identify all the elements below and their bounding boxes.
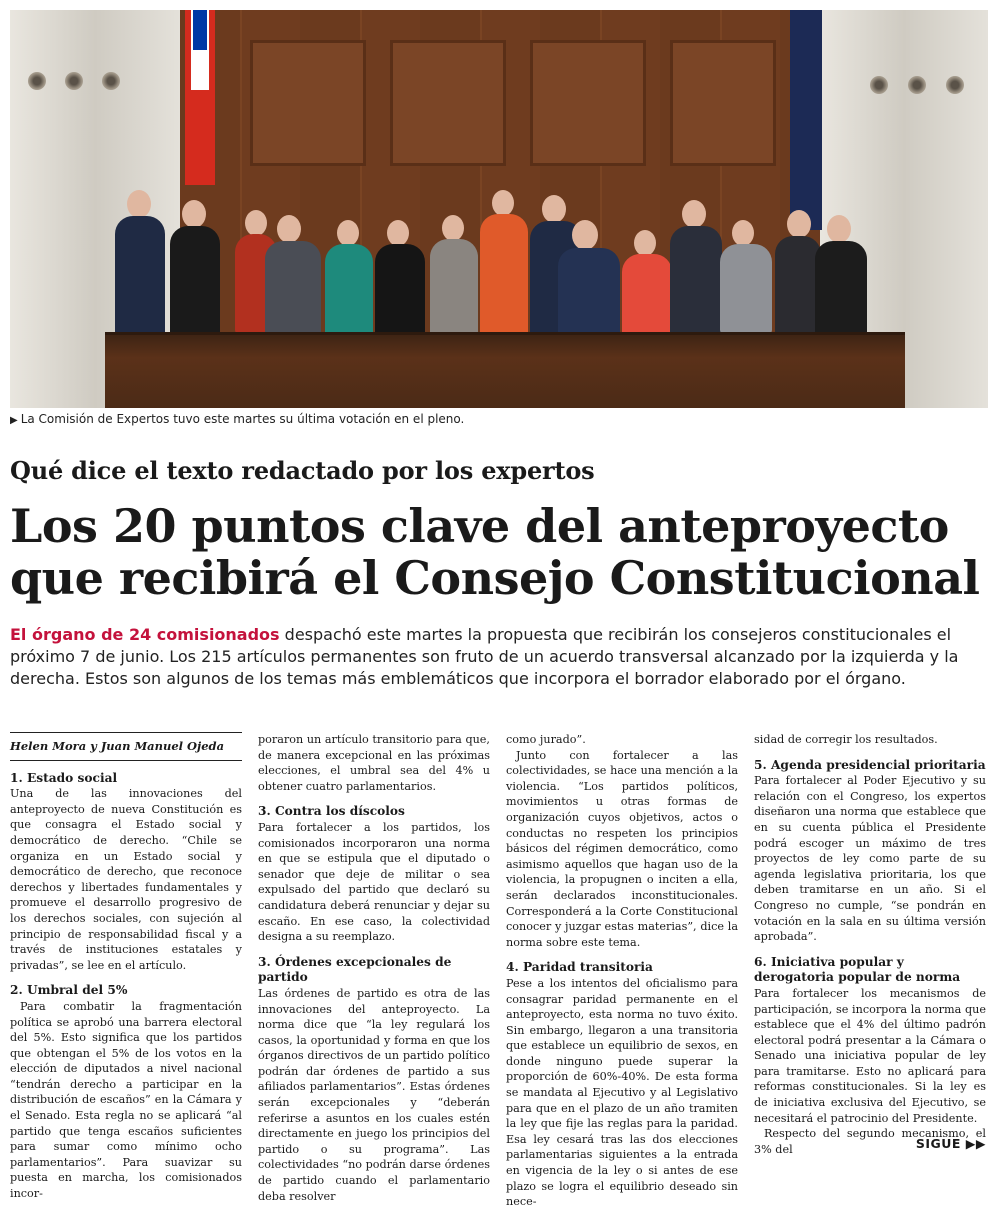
- kicker: Qué dice el texto redactado por los expertos: [10, 456, 595, 485]
- section-heading: 3. Órdenes excepcionales de partido: [258, 954, 452, 985]
- headline: [10, 500, 990, 604]
- column-3: [506, 732, 738, 1210]
- lede: [10, 624, 990, 690]
- paragraph: Para fortalecer a los partidos, los comisionados incorporaron una norma en que se estipula que el diputado o senador que deje de militar o sea expulsado del partido que declaró su candidatura deberá renunciar y dejar su escaño. En ese caso, la colectividad designa a su reemplazo.: [258, 820, 490, 944]
- column-3-body: [506, 732, 738, 1210]
- paragraph: Pese a los intentos del oficialismo para consagrar paridad permanente en el anteproyecto, esta norma no tuvo éxito. Sin embargo, llegaron a una transitoria que establece un equilibrio de sexos, en donde ninguno puede superar la proporción de 60%-40%. De esta forma se mandata al Ejecutivo y al Legislativo para que en el plazo de un año tramiten la ley que fije las reglas para la paridad. Esa ley cesará tras las dos elecciones parlamentarias siguientes a la entrada en vigencia de la ley o si antes de ese plazo se logra el equilibrio deseado sin nece-: [506, 976, 738, 1209]
- paragraph: como jurado”.: [506, 733, 586, 746]
- news-photo: [10, 10, 988, 408]
- chile-flag: [185, 10, 215, 185]
- paragraph: Una de las innovaciones del anteproyecto de nueva Constitución es que consagra el Estado social y democrático de derecho. “Chile se organiza en un Estado social y democrático de derecho, que reconoce derechos y libertades fundamentales y promueve el desarrollo progresivo de los derechos sociales, con sujeción al principio de responsabilidad fiscal y a través de instituciones estatales y privadas”, se lee en el artículo.: [10, 787, 242, 972]
- section-heading: 4. Paridad transitoria: [506, 960, 653, 975]
- column-1: [10, 732, 242, 1202]
- section-heading: 2. Umbral del 5%: [10, 983, 128, 998]
- senate-flag: [790, 10, 822, 230]
- continue-label: SIGUE ▶▶: [915, 1136, 986, 1151]
- caption-text: La Comisión de Expertos tuvo este martes su última votación en el pleno.: [20, 412, 465, 426]
- paragraph: Para fortalecer los mecanismos de participación, se incorpora la norma que establece que el 4% del último padrón electoral podrá presentar a la Cámara o Senado una iniciativa popular de ley para tramitarse. Esto no aplicará para reformas constitucionales. Si la ley es de iniciativa exclusiva del Ejecutivo, se necesitará el patrocinio del Presidente.: [754, 986, 986, 1125]
- lede-text: despachó este martes la propuesta que recibirán los consejeros constitucionales el próximo 7 de junio. Los 215 artículos permanentes son fruto de un acuerdo transversal alcanzado por la izquierda y la derecha. Estos son algunos de los temas más emblemáticos que incorpora el borrador elaborado por el órgano.: [10, 625, 959, 688]
- paragraph: Junto con fortalecer a las colectividades, se hace una mención a la violencia. “Los partidos políticos, movimientos u otras formas de organización cuyos objetivos, actos o conductas no respeten los principios básicos del régimen democrático, como asimismo aquellos que hagan uso de la violencia, la propugnen o inciten a ella, serán declarados inconstitucionales. Corresponderá a la Corte Constitucional conocer y juzgar estas materias”, dice la norma sobre este tema.: [506, 748, 738, 949]
- paragraph: Respecto del segundo mecanismo, el 3% del: [754, 1127, 986, 1156]
- paragraph: poraron un artículo transitorio para que, de manera excepcional en las próximas elecciones, el umbral sea del 4% u obtener cuatro parlamentarios.: [258, 733, 490, 793]
- column-1-body: [10, 771, 242, 1202]
- paragraph: Para fortalecer al Poder Ejecutivo y su relación con el Congreso, los expertos diseñaron una norma que establece que en su cuenta pública el Presidente podrá escoger un máximo de tres proyectos de ley como parte de su agenda legislativa prioritaria, los que deben tramitarse en un año. Si el Congreso no cumple, “se pondrán en votación en la sala en su última versión aprobada”.: [754, 774, 986, 944]
- photo-caption: [10, 412, 464, 426]
- section-heading: 6. Iniciativa popular y derogatoria popular de norma: [754, 954, 961, 985]
- paragraph: sidad de corregir los resultados.: [754, 733, 938, 746]
- headline-line-2: que recibirá el Consejo Constitucional: [10, 551, 980, 605]
- section-heading: 5. Agenda presidencial prioritaria: [754, 757, 986, 772]
- paragraph: Para combatir la fragmentación política se aprobó una barrera electoral del 5%. Esto significa que los partidos que obtengan el 5% de los votos en la elección de diputados a nivel nacional “tendrán derecho a participar en la distribución de escaños” en la Cámara y el Senado. Esta regla no se aplicará “al partido que tenga escaños suficientes para sumar como mínimo ocho parlamentarios”. Para suavizar su puesta en marcha, los comisionados incor-: [10, 999, 242, 1201]
- column-2: [258, 732, 490, 1204]
- section-heading: 3. Contra los díscolos: [258, 804, 405, 819]
- byline: Helen Mora y Juan Manuel Ojeda: [10, 732, 242, 761]
- column-2-body: [258, 732, 490, 1204]
- plenary-desk: [105, 332, 905, 408]
- column-4: [754, 732, 986, 1157]
- lede-highlight: El órgano de 24 comisionados: [10, 625, 280, 644]
- caption-marker-icon: ▶: [10, 415, 18, 426]
- headline-line-1: Los 20 puntos clave del anteproyecto: [10, 499, 949, 553]
- section-heading: 1. Estado social: [10, 770, 118, 785]
- paragraph: Las órdenes de partido es otra de las innovaciones del anteproyecto. La norma dice que “la ley regulará los casos, la oportunidad y forma en que los órganos directivos de un partido político podrán dar órdenes de partido a sus afiliados parlamentarios”. Estas órdenes serán excepcionales y “deberán referirse a asuntos en los cuales estén directamente en juego los principios del partido o su programa”. Las colectividades “no podrán darse órdenes de partido cuando el parlamentario deba resolver: [258, 986, 490, 1203]
- column-4-body: [754, 732, 986, 1157]
